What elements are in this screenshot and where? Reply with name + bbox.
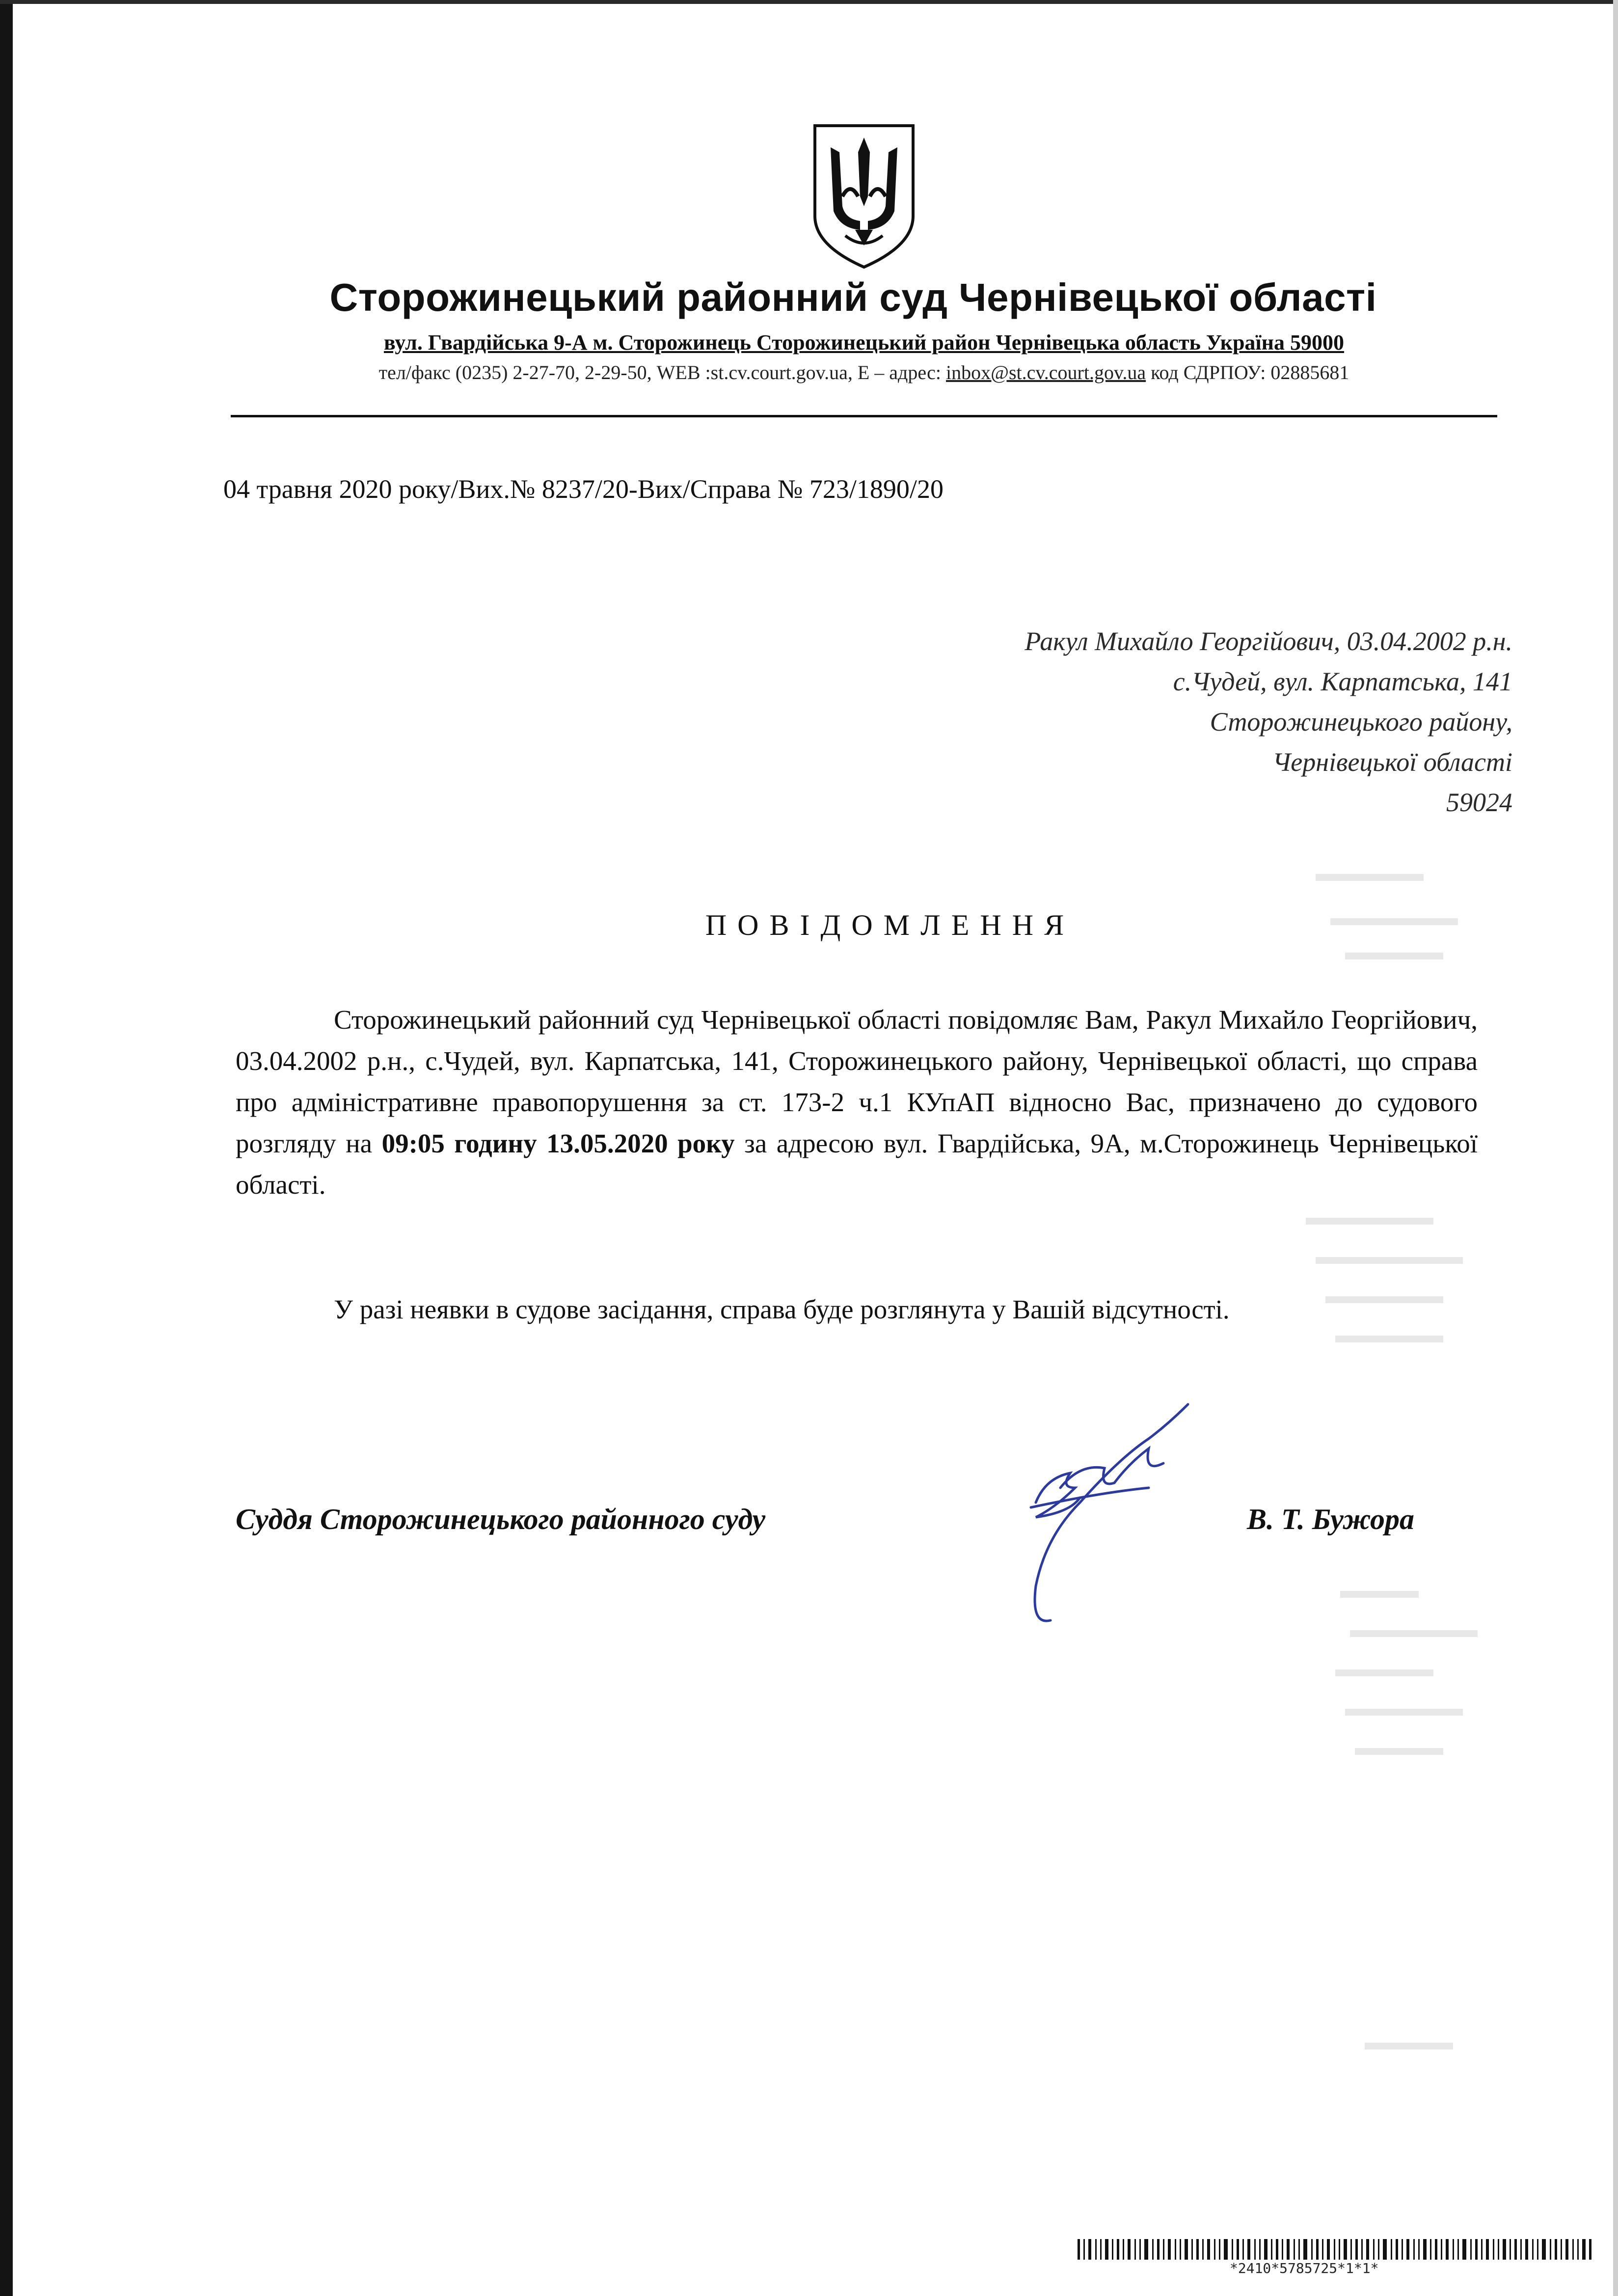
- scan-border-left: [0, 0, 13, 2296]
- recipient-block: [1025, 621, 1512, 822]
- recipient-name: Ракул Михайло Георгійович, 03.04.2002 р.н.: [1025, 627, 1512, 656]
- recipient-street: с.Чудей, вул. Карпатська, 141: [1173, 667, 1512, 696]
- contact-suffix: код СДРПОУ: 02885681: [1146, 361, 1349, 383]
- show-through-marks: [1286, 835, 1532, 2111]
- judge-name: В. Т. Бужора: [1247, 1503, 1415, 1535]
- court-name: Сторожинецький районний суд Чернівецької області: [329, 275, 1377, 319]
- court-contacts: [245, 361, 1483, 384]
- coat-of-arms-icon: [811, 123, 917, 270]
- recipient-district: Сторожинецького району,: [1210, 707, 1512, 737]
- barcode: [1078, 2239, 1593, 2260]
- scan-border-right: [1613, 0, 1618, 2296]
- contact-prefix: тел/факс (0235) 2-27-70, 2-29-50, WEB :st.cv.court.gov.ua, E – адрес:: [378, 361, 946, 383]
- outgoing-reference: 04 травня 2020 року/Вих.№ 8237/20-Вих/Справа № 723/1890/20: [223, 474, 944, 504]
- email-link[interactable]: inbox@st.cv.court.gov.ua: [946, 361, 1146, 383]
- barcode-number: *2410*5785725*1*1*: [1230, 2260, 1379, 2276]
- judge-title: Суддя Сторожинецького районного суду: [236, 1503, 766, 1535]
- hearing-datetime: 09:05 годину 13.05.2020 року: [381, 1128, 735, 1158]
- recipient-postcode: 59024: [1446, 788, 1512, 817]
- handwritten-signature: [1001, 1390, 1257, 1645]
- recipient-region: Чернівецької області: [1272, 747, 1512, 777]
- notice-text-start: Сторожинецький районний суд Чернівецької області повідомляє Вам, Ракул Михайло Георгійович, 03.04.2002 р.н., с.Чудей, вул. Карпатська, 141, Сторожинецького району, Чернівецької області, що справа про адміністративне правопорушення за ст. 173-2 ч.1 КУпАП відносно Вас, призначено до судового розгляду на: [236, 1005, 1478, 1158]
- header-divider: [231, 415, 1497, 417]
- absence-text: У разі неявки в судове засідання, справа буде розглянута у Вашій відсутності.: [334, 1294, 1230, 1324]
- document-heading: ПОВІДОМЛЕННЯ: [705, 909, 1075, 941]
- scan-border-top: [0, 0, 1618, 4]
- court-address: вул. Гвардійська 9-А м. Сторожинець Сторожинецький район Чернівецька область Україна 59000: [383, 330, 1345, 355]
- notice-text-end: за адресою вул. Гвардійська, 9А, м.Сторожинець Чернівецької області.: [236, 1128, 1478, 1200]
